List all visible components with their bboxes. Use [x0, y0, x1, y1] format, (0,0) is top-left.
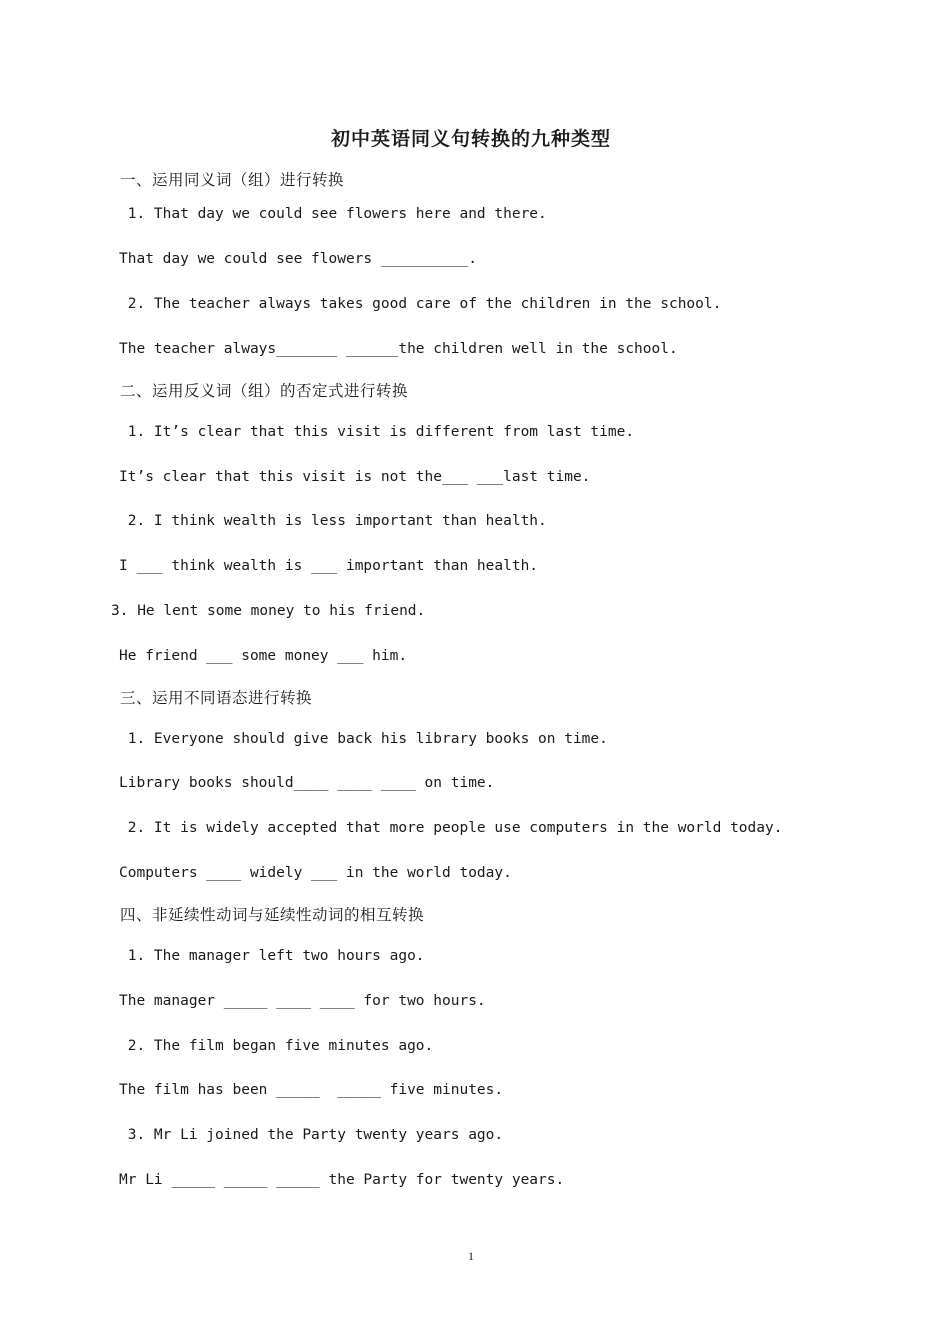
exercise-line: The manager _____ ____ ____ for two hours.	[119, 993, 486, 1009]
exercise-line: 2. I think wealth is less important than health.	[119, 513, 547, 529]
exercise-line: Computers ____ widely ___ in the world today.	[119, 865, 512, 881]
page-number: 1	[468, 1249, 474, 1263]
exercise-line: 1. That day we could see flowers here and there.	[119, 206, 547, 222]
section-heading-2: 二、运用反义词（组）的否定式进行转换	[120, 382, 409, 400]
section-heading-3: 三、运用不同语态进行转换	[120, 689, 313, 707]
exercise-line: He friend ___ some money ___ him.	[119, 648, 408, 664]
exercise-line: 3. He lent some money to his friend.	[111, 603, 426, 619]
exercise-line: Mr Li _____ _____ _____ the Party for twenty years.	[119, 1172, 565, 1188]
exercise-line: That day we could see flowers __________.	[119, 251, 477, 267]
exercise-line: 1. It’s clear that this visit is different from last time.	[119, 424, 635, 440]
exercise-line: 2. It is widely accepted that more people use computers in the world today.	[119, 820, 783, 836]
section-heading-4: 四、非延续性动词与延续性动词的相互转换	[120, 906, 425, 924]
exercise-line: The teacher always_______ ______the children well in the school.	[119, 341, 678, 357]
exercise-line: 2. The film began five minutes ago.	[119, 1038, 434, 1054]
exercise-line: Library books should____ ____ ____ on time.	[119, 775, 495, 791]
exercise-line: I ___ think wealth is ___ important than health.	[119, 558, 539, 574]
exercise-line: 1. The manager left two hours ago.	[119, 948, 425, 964]
exercise-line: 2. The teacher always takes good care of the children in the school.	[119, 296, 722, 312]
exercise-line: The film has been _____ _____ five minutes.	[119, 1082, 504, 1098]
section-heading-1: 一、运用同义词（组）进行转换	[120, 171, 345, 189]
exercise-line: It’s clear that this visit is not the___ ___last time.	[119, 469, 591, 485]
document-title: 初中英语同义句转换的九种类型	[330, 128, 611, 150]
exercise-line: 3. Mr Li joined the Party twenty years ago.	[119, 1127, 504, 1143]
exercise-line: 1. Everyone should give back his library books on time.	[119, 731, 608, 747]
